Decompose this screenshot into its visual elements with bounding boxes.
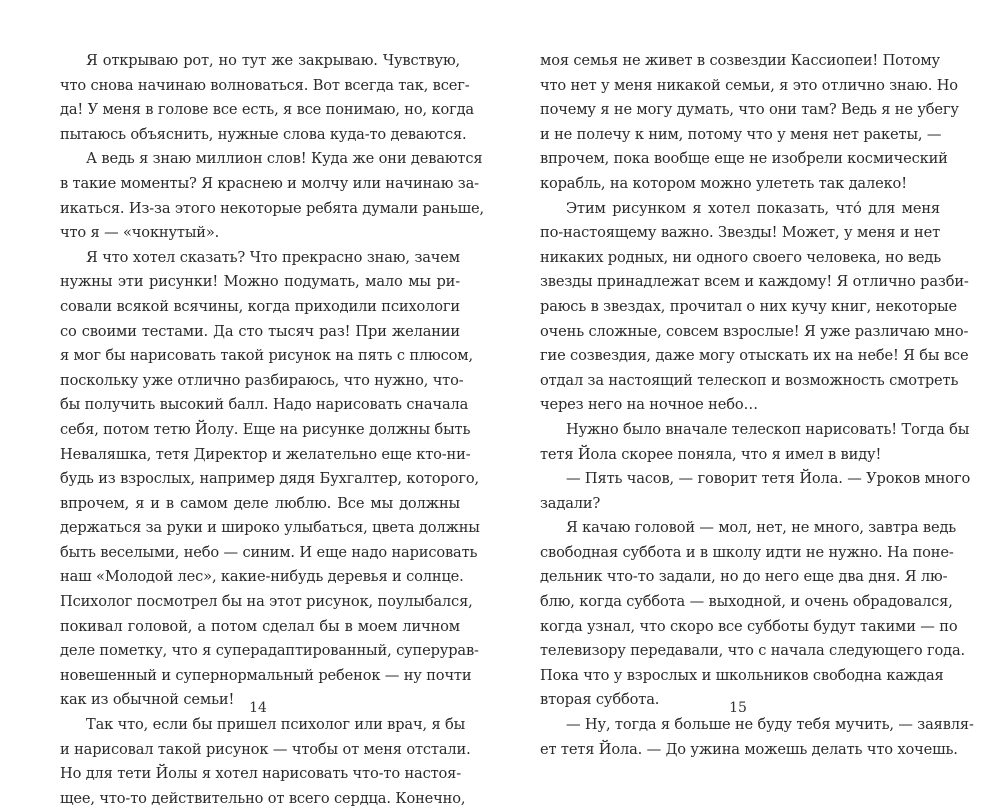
text-line: ет тетя Йола. — До ужина можешь делать что хочешь. [540,740,958,758]
right-page-text [540,49,974,762]
text-line: пытаюсь объяснить, нужные слова куда-то деваются. [60,125,467,143]
text-line: Я что хотел сказать? Что прекрасно знаю, зачем [86,248,460,266]
text-line: наш «Молодой лес», какие-нибудь деревья и солнце. [60,568,464,586]
text-line: да! У меня в голове все есть, я все понимаю, но, когда [60,101,474,119]
text-line: бы получить высокий балл. Надо нарисовать сначала [60,396,469,414]
text-line: Я открываю рот, но тут же закрываю. Чувствую, [86,52,460,69]
text-line: Психолог посмотрел бы на этот рисунок, поулыбался, [60,593,473,611]
left-page-text [60,49,485,811]
text-line: задали? [540,494,601,512]
text-line: поскольку уже отлично разбираюсь, что нужно, что- [60,371,464,389]
text-line: я мог бы нарисовать такой рисунок на пять с плюсом, [60,347,473,365]
text-line: Я качаю головой — мол, нет, не много, завтра ведь [566,519,957,537]
text-line: покивал головой, а потом сделал бы в моем личном [60,617,460,635]
text-line: тетя Йола скорее поняла, что я имел в виду! [540,445,882,463]
text-line: быть веселыми, небо — синим. И еще надо нарисовать [60,543,478,561]
text-line: Но для тети Йолы я хотел нарисовать что-то настоя- [60,765,461,783]
text-line: телевизору передавали, что с начала следующего года. [540,642,966,660]
text-line: со своими тестами. Да сто тысяч раз! При желании [60,322,460,340]
text-line: когда узнал, что скоро все субботы будут такими — по [540,617,958,635]
text-line: моя семья не живет в созвездии Кассиопеи! Потому [540,52,940,69]
text-line: икаться. Из-за этого некоторые ребята думали раньше, [60,199,485,217]
text-line: свободная суббота и в школу идти не нужно. На поне- [540,543,954,561]
page-number-left: 14 [249,700,267,716]
text-line: гие созвездия, даже могу отыскать их на небе! Я бы все [540,347,969,365]
text-line: впрочем, я и в самом деле люблю. Все мы должны [60,494,460,512]
text-line: совали всякой всячины, когда приходили психологи [60,297,460,315]
text-line: щее, что-то действительно от всего сердца. Конечно, [60,789,466,807]
text-line: держаться за руки и широко улыбаться, цвета должны [60,519,480,537]
text-line: звезды принадлежат всем и каждому! Я отлично разби- [540,273,969,291]
text-line: — Ну, тогда я больше не буду тебя мучить, — заявля- [566,716,974,734]
text-line: новешенный и супернормальный ребенок — ну почти [60,666,472,684]
text-line: впрочем, пока вообще еще не изобрели космический [540,150,948,168]
text-line: что нет у меня никакой семьи, я это отлично знаю. Но [540,76,958,94]
text-line: Неваляшка, тетя Директор и желательно еще кто-ни- [60,445,471,463]
text-line: Этим рисунком я хотел показать, что́ для меня [566,199,940,217]
text-line: вторая суббота. [540,691,660,709]
text-line: что я — «чокнутый». [60,224,220,242]
page-number-right: 15 [729,700,747,716]
text-line: никаких родных, ни одного своего человека, но ведь [540,248,942,266]
text-line: в такие моменты? Я краснею и молчу или начинаю за- [60,174,479,192]
text-line: Нужно было вначале телескоп нарисовать! Тогда бы [566,420,970,438]
text-line: А ведь я знаю миллион слов! Куда же они деваются [86,150,483,168]
text-line: себя, потом тетю Йолу. Еще на рисунке должны быть [60,420,471,438]
text-line: отдал за настоящий телескоп и возможность смотреть [540,371,959,389]
text-line: через него на ночное небо… [540,396,758,414]
text-line: очень сложные, совсем взрослые! Я уже различаю мно- [540,322,969,340]
text-line: раюсь в звездах, прочитал о них кучу книг, некоторые [540,297,957,315]
text-line: дельник что-то задали, но до него еще два дня. Я лю- [540,568,948,586]
text-line: и нарисовал такой рисунок — чтобы от меня отстали. [60,740,471,758]
text-line: — Пять часов, — говорит тетя Йола. — Уроков много [566,470,971,488]
text-line: блю, когда суббота — выходной, и очень обрадовался, [540,593,953,611]
text-line: деле пометку, что я суперадаптированный, суперурав- [60,642,479,660]
text-line: корабль, на котором можно улететь так далеко! [540,174,907,192]
text-line: Пока что у взрослых и школьников свободна каждая [540,666,944,684]
text-line: почему я не могу думать, что они там? Ведь я не убегу [540,101,959,119]
text-line: как из обычной семьи! [60,691,235,709]
text-line: и не полечу к ним, потому что у меня нет ракеты, — [540,125,942,143]
text-line: нужны эти рисунки! Можно подумать, мало мы ри- [60,273,460,291]
text-line: будь из взрослых, например дядя Бухгалтер, которого, [60,470,480,488]
text-line: по-настоящему важно. Звезды! Может, у меня и нет [540,224,940,242]
text-line: Так что, если бы пришел психолог или врач, я бы [86,716,466,734]
text-line: что снова начинаю волноваться. Вот всегда так, всег- [60,76,470,94]
